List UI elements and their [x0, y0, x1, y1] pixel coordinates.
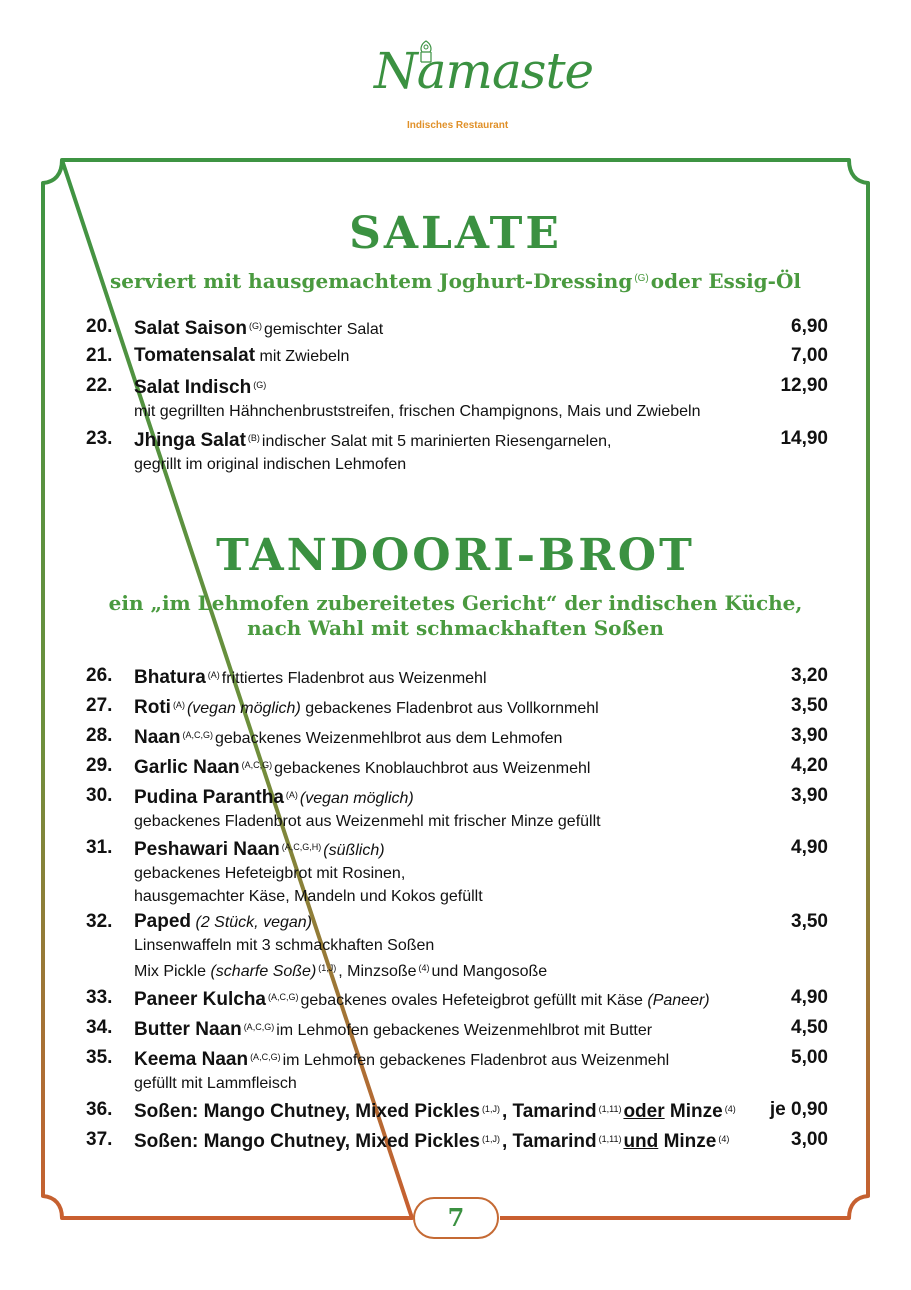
page-number: 7 [413, 1197, 499, 1239]
salate-title: SALATE [349, 208, 562, 259]
logo-subtitle: Indisches Restaurant [407, 120, 509, 131]
tandoori-subtitle-2: nach Wahl mit schmackhaften Soßen [247, 616, 664, 640]
tandoori-subtitle-1: ein „im Lehmofen zubereitetes Gericht“ der indischen Küche, [108, 591, 803, 615]
salate-subtitle: serviert mit hausgemachtem Joghurt-Dressing $^{(G)}$ oder Essig-Öl [110, 269, 801, 293]
logo-wordmark: Namaste [374, 42, 594, 100]
restaurant-logo [360, 38, 594, 136]
tandoori-title: TANDOORI-BROT [216, 530, 695, 581]
